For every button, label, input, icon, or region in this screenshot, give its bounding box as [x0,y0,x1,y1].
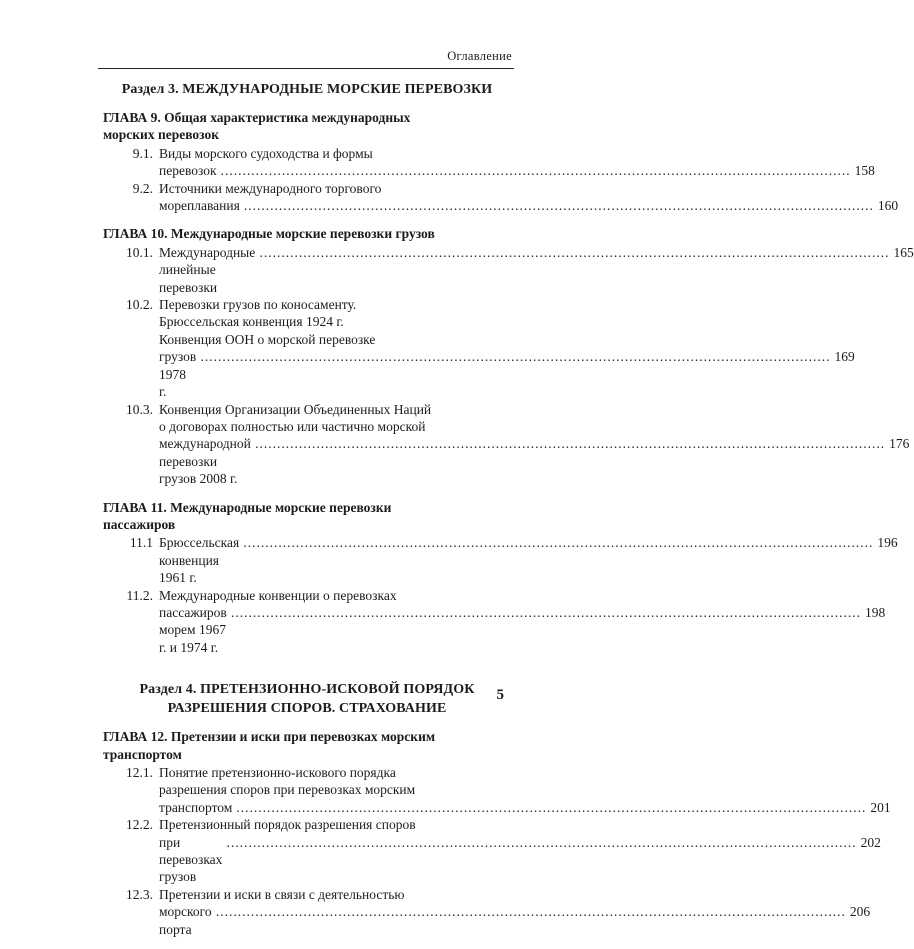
entry-last-line [159,435,909,487]
entry-last-line [159,348,855,400]
chapter [103,499,898,657]
entry-last-line [159,197,898,214]
entry-page-number: 202 [860,834,881,850]
entry-body [159,180,898,215]
dot-leader [255,435,885,452]
entry-text-line: при перевозках грузов [159,834,223,885]
section-spacer [103,667,511,680]
entry-page-number: 196 [877,535,898,551]
entry-body [159,886,870,938]
entry-page-number: 158 [854,163,875,179]
entry-text-line: Международные линейные перевозки [159,244,256,295]
chapter [103,728,891,938]
chapter-title [103,499,511,534]
chapter-title-line: ГЛАВА 11. Международные морские перевозки [103,499,392,515]
toc-entry[interactable] [103,886,871,938]
entry-number: 12.3. [126,886,153,902]
entry-number: 10.3. [126,401,153,417]
entry-page-number: 201 [870,799,891,815]
entry-number: 9.2. [132,180,153,196]
entry-text-line: морского порта [159,904,212,937]
toc-entry[interactable] [103,764,891,816]
toc-entry[interactable] [103,587,886,657]
toc-entry[interactable] [103,180,899,215]
entry-text-line: Претензии и иски в связи с деятельностью [159,886,405,902]
entry-number: 12.2. [126,817,153,833]
entry-last-line [159,244,914,296]
page-number: 5 [496,687,504,703]
entry-text-line: Международные конвенции о перевозках [159,587,397,603]
entry-body [159,296,855,400]
chapter-title-line: ГЛАВА 10. Международные морские перевозки грузов [103,226,435,242]
entry-page-number: 165 [893,244,914,260]
entry-text-line: о договорах полностью или частично морской [159,418,426,434]
entry-body [159,401,909,488]
entry-last-line [159,799,891,816]
entry-page-number: 206 [849,904,871,920]
running-head: Оглавление [447,49,512,63]
chapter-title-line: морских перевозок [103,127,220,143]
header-rule [98,68,514,69]
chapter-title-line: транспортом [103,746,182,762]
entry-text-line: Перевозки грузов по коносаменту. [159,297,357,313]
toc-entry[interactable] [103,145,875,180]
entry-body [159,534,897,586]
section-title-line: РАЗРЕШЕНИЯ СПОРОВ. СТРАХОВАНИЕ [167,701,447,717]
entry-last-line [159,604,885,656]
entry-text-line: Виды морского судоходства и формы [159,145,373,161]
table-of-contents [103,80,914,949]
entry-page-number: 176 [889,436,910,452]
entry-body [159,764,891,816]
dot-leader [244,197,874,214]
dot-leader [231,604,861,621]
entry-last-line [159,534,897,586]
chapter-title [103,728,511,763]
entry-text-line: перевозок [159,163,217,179]
entry-page-number: 169 [834,349,855,365]
chapter [103,109,899,214]
entry-body [159,816,881,886]
entry-text-line: Претензионный порядок разрешения споров [159,817,416,833]
entry-last-line [159,903,870,938]
toc-entry[interactable] [103,534,898,586]
dot-leader [243,534,873,551]
entry-text-line: пассажиров морем 1967 г. и 1974 г. [159,604,227,655]
chapter-title-line: ГЛАВА 9. Общая характеристика международных [103,110,411,125]
section-title [103,80,511,99]
dot-leader [201,348,831,365]
entry-number: 9.1. [132,145,153,161]
entry-body [159,587,885,657]
entry-page-number: 198 [865,604,886,620]
dot-leader [227,834,857,851]
chapter-title-line: ГЛАВА 12. Претензии и иски при перевозках морским [103,729,436,745]
dot-leader [216,903,846,920]
entry-text-line: грузов 1978 г. [159,349,197,400]
entry-text-line: Конвенция ООН о морской перевозке [159,331,376,347]
entry-number: 11.1 [129,535,153,551]
chapter-title [103,225,511,242]
entry-text-line: мореплавания [159,198,240,214]
entry-text-line: Конвенция Организации Объединенных Наций [159,401,432,417]
entry-body [159,145,875,180]
dot-leader [236,799,866,816]
entry-text-line: международной перевозки грузов 2008 г. [159,436,251,487]
section-title [103,680,511,718]
chapter-title-line: пассажиров [103,516,176,532]
section-title-line: Раздел 4. ПРЕТЕНЗИОННО-ИСКОВОЙ ПОРЯДОК [139,682,475,698]
toc-entry[interactable] [103,296,855,400]
toc-entry[interactable] [103,244,914,296]
entry-text-line: Источники международного торгового [159,180,382,196]
entry-page-number: 160 [877,198,899,214]
entry-body [159,244,914,296]
entry-number: 12.1. [126,765,153,780]
toc-entry[interactable] [103,816,881,886]
chapter [103,225,914,487]
entry-last-line [159,834,881,886]
entry-number: 11.2. [126,587,153,603]
section-title-line: Раздел 3. МЕЖДУНАРОДНЫЕ МОРСКИЕ ПЕРЕВОЗКИ [121,82,493,97]
entry-number: 10.1. [126,244,153,260]
dot-leader [221,162,851,179]
entry-text-line: разрешения споров при перевозках морским [159,782,416,798]
entry-text-line: Брюссельская конвенция 1924 г. [159,314,344,330]
toc-entry[interactable] [103,401,910,488]
entry-text-line: транспортом [159,799,233,815]
chapter-title [103,109,511,144]
entry-text-line: Брюссельская конвенция 1961 г. [159,535,240,586]
dot-leader [260,244,890,261]
entry-text-line: Понятие претензионно-искового порядка [159,765,396,780]
entry-number: 10.2. [126,297,153,313]
entry-last-line [159,162,875,179]
